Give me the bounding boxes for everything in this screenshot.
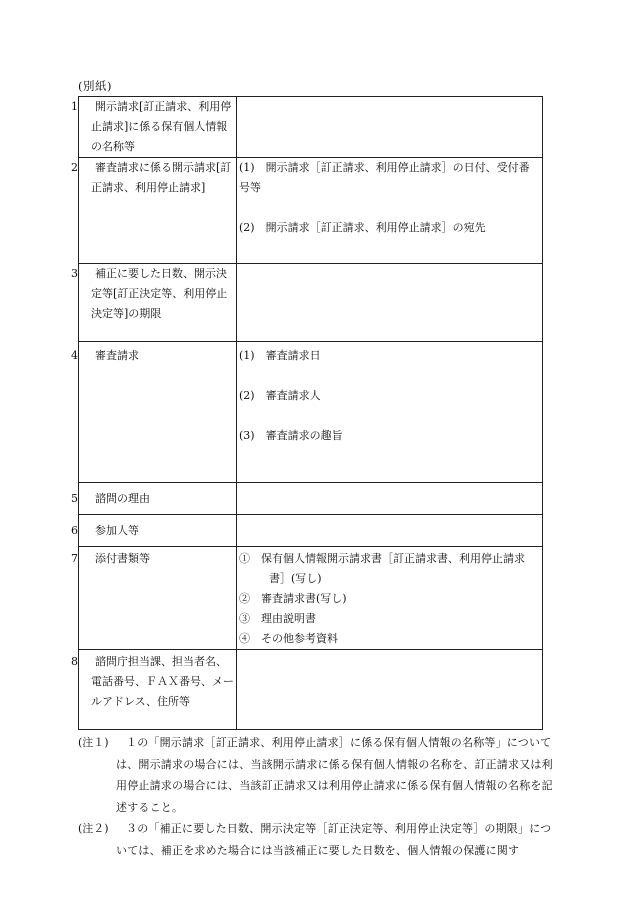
table-row	[79, 342, 543, 483]
row-number: 6	[71, 523, 78, 537]
attachment-label: (別紙)	[78, 79, 112, 93]
row-label-cell	[71, 547, 237, 650]
item-text: 保有個人情報開示請求書［訂正請求書、利用停止請求書］(写し)	[261, 552, 525, 585]
item-text: 審査請求人	[265, 389, 321, 402]
row-content-cell	[237, 515, 543, 547]
row-label-cell	[71, 158, 237, 264]
row-label: 開示請求[訂正請求、利用停止請求]に係る保有個人情報の名称等	[91, 100, 232, 153]
content-item	[239, 158, 540, 198]
notes-section	[78, 732, 558, 861]
row-content-cell	[237, 650, 543, 730]
row-label: 審査請求に係る開示請求[訂正請求、利用停止請求]	[91, 161, 232, 194]
item-marker: (2)	[239, 221, 255, 234]
content-item	[239, 346, 540, 366]
row-label-cell	[71, 342, 237, 483]
row-label-cell	[71, 264, 237, 342]
row-label-cell	[71, 515, 237, 547]
item-text: 審査請求日	[265, 349, 321, 362]
note-label: (注１)	[78, 736, 109, 749]
item-text: 開示請求［訂正請求、利用停止請求］の日付、受付番号等	[239, 161, 530, 194]
table-row	[79, 547, 543, 650]
row-content-cell	[237, 547, 543, 650]
row-label: 添付書類等	[95, 552, 150, 565]
item-marker: ②	[239, 592, 250, 605]
table-row	[79, 515, 543, 547]
content-item	[239, 609, 540, 629]
item-marker: (1)	[239, 161, 255, 174]
item-marker: ①	[239, 552, 250, 565]
row-number: 7	[71, 552, 78, 565]
content-item	[239, 589, 540, 609]
row-label: 審査請求	[95, 349, 139, 362]
row-label-cell	[71, 97, 237, 158]
item-text: 審査請求書(写し)	[261, 592, 347, 605]
content-item	[239, 386, 540, 406]
table-row	[79, 650, 543, 730]
item-text: その他参考資料	[261, 632, 338, 645]
row-label: 参加人等	[95, 523, 139, 537]
row-number: 4	[71, 349, 78, 362]
row-number: 1	[71, 100, 78, 113]
row-label: 補正に要した日数、開示決定等[訂正決定等、利用停止決定等]の期限	[91, 267, 228, 320]
content-item	[239, 218, 540, 238]
row-content-cell	[237, 483, 543, 515]
row-content-cell	[237, 342, 543, 483]
item-marker: (2)	[239, 389, 255, 402]
table-row	[79, 97, 543, 158]
row-label-cell	[71, 483, 237, 515]
note-text: ３の「補正に要した日数、開示決定等［訂正決定等、利用停止決定等］の期限」については、補正を求めた場合には当該補正に要した日数を、個人情報の保護に関す	[116, 822, 552, 857]
row-label: 諮問庁担当課、担当者名、電話番号、ＦＡＸ番号、メールアドレス、住所等	[91, 655, 234, 708]
content-item	[239, 426, 540, 446]
row-content-cell	[237, 264, 543, 342]
item-text: 開示請求［訂正請求、利用停止請求］の宛先	[265, 221, 486, 234]
note-item	[78, 732, 558, 818]
row-label: 諮問の理由	[95, 491, 150, 505]
note-text: １の「開示請求［訂正請求、利用停止請求］に係る保有個人情報の名称等」については、開示請求の場合には、当該開示請求に係る保有個人情報の名称を、訂正請求又は利用停止請求の場合には、当該訂正請求又は利用停止請求に係る保有個人情報の名称を記述すること。	[116, 736, 553, 814]
row-content-cell	[237, 97, 543, 158]
item-text: 理由説明書	[261, 612, 316, 625]
content-item	[239, 629, 540, 649]
item-marker: ④	[239, 632, 250, 645]
item-marker: ③	[239, 612, 250, 625]
table-row	[79, 158, 543, 264]
table-row	[79, 264, 543, 342]
note-item	[78, 818, 558, 861]
row-number: 8	[71, 655, 78, 668]
item-text: 審査請求の趣旨	[265, 429, 343, 442]
row-number: 3	[71, 267, 78, 280]
note-label: (注２)	[78, 822, 109, 835]
row-number: 2	[71, 161, 78, 174]
row-content-cell	[237, 158, 543, 264]
form-table	[71, 96, 543, 730]
item-marker: (3)	[239, 429, 255, 442]
item-marker: (1)	[239, 349, 255, 362]
row-label-cell	[71, 650, 237, 730]
row-number: 5	[71, 491, 78, 505]
content-item	[239, 549, 540, 589]
table-row	[79, 483, 543, 515]
